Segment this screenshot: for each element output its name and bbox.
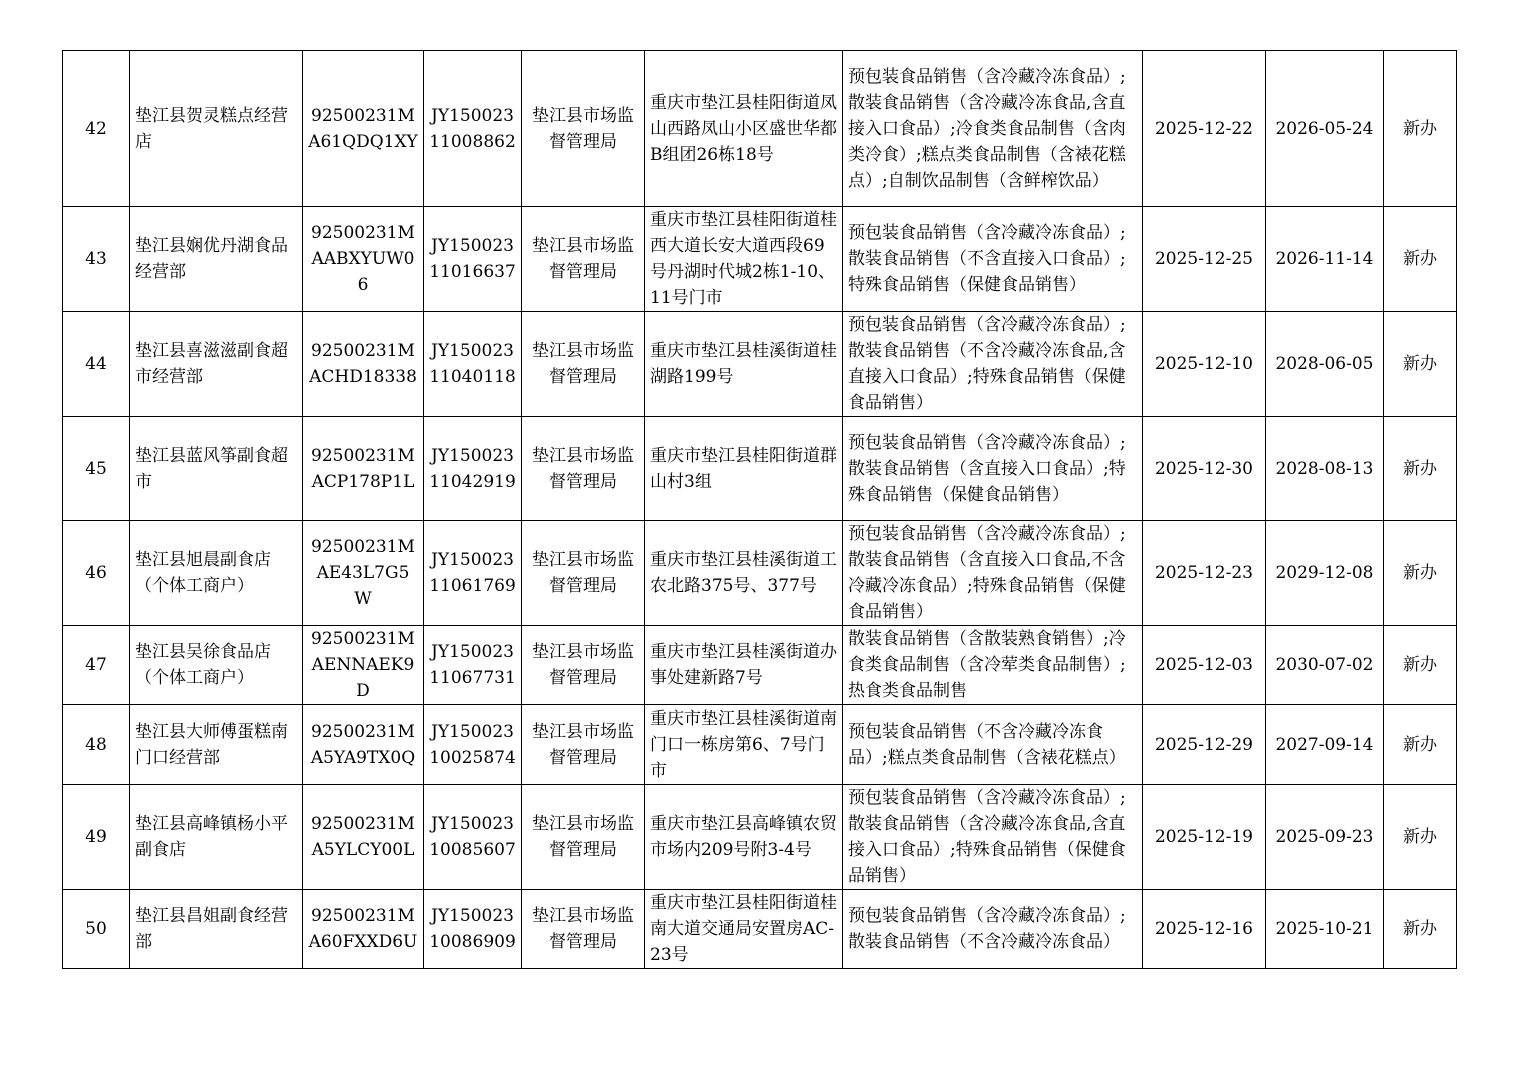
business-address-cell: 重庆市垫江县桂溪街道南门口一栋房第6、7号门市 xyxy=(645,705,843,785)
table-row xyxy=(63,785,1457,890)
row-number-cell: 43 xyxy=(63,207,130,312)
business-name-cell: 垫江县昌姐副食经营部 xyxy=(130,890,303,969)
issuing-authority-cell: 垫江县市场监督管理局 xyxy=(522,890,645,969)
row-number-cell: 49 xyxy=(63,785,130,890)
issue-date-cell: 2025-12-23 xyxy=(1143,521,1266,626)
credit-code-cell: 92500231MACP178P1L xyxy=(303,417,424,521)
table-row xyxy=(63,207,1457,312)
issue-date-cell: 2025-12-30 xyxy=(1143,417,1266,521)
expiry-date-cell: 2025-09-23 xyxy=(1266,785,1384,890)
credit-code-cell: 92500231MA60FXXD6U xyxy=(303,890,424,969)
license-number-cell: JY15002310085607 xyxy=(424,785,522,890)
business-scope-cell: 预包装食品销售（含冷藏冷冻食品）;散装食品销售（含冷藏冷冻食品,含直接入口食品）;冷食类食品制售（含肉类冷食）;糕点类食品制售（含裱花糕点）;自制饮品制售（含鲜榨饮品） xyxy=(843,51,1143,207)
issuing-authority-cell: 垫江县市场监督管理局 xyxy=(522,417,645,521)
credit-code-cell: 92500231MACHD18338 xyxy=(303,312,424,417)
license-table xyxy=(62,50,1457,969)
application-type-cell: 新办 xyxy=(1384,51,1457,207)
table-row xyxy=(63,312,1457,417)
issuing-authority-cell: 垫江县市场监督管理局 xyxy=(522,51,645,207)
issue-date-cell: 2025-12-19 xyxy=(1143,785,1266,890)
issue-date-cell: 2025-12-03 xyxy=(1143,626,1266,705)
business-address-cell: 重庆市垫江县桂阳街道桂南大道交通局安置房AC-23号 xyxy=(645,890,843,969)
application-type-cell: 新办 xyxy=(1384,705,1457,785)
business-scope-cell: 预包装食品销售（含冷藏冷冻食品）;散装食品销售（不含冷藏冷冻食品,含直接入口食品）;特殊食品销售（保健食品销售） xyxy=(843,312,1143,417)
business-address-cell: 重庆市垫江县桂溪街道工农北路375号、377号 xyxy=(645,521,843,626)
application-type-cell: 新办 xyxy=(1384,417,1457,521)
expiry-date-cell: 2026-05-24 xyxy=(1266,51,1384,207)
issuing-authority-cell: 垫江县市场监督管理局 xyxy=(522,207,645,312)
credit-code-cell: 92500231MA61QDQ1XY xyxy=(303,51,424,207)
table-row xyxy=(63,705,1457,785)
business-name-cell: 垫江县蓝风筝副食超市 xyxy=(130,417,303,521)
credit-code-cell: 92500231MAENNAEK9D xyxy=(303,626,424,705)
table-row xyxy=(63,626,1457,705)
application-type-cell: 新办 xyxy=(1384,207,1457,312)
license-number-cell: JY15002311061769 xyxy=(424,521,522,626)
application-type-cell: 新办 xyxy=(1384,521,1457,626)
business-scope-cell: 预包装食品销售（含冷藏冷冻食品）;散装食品销售（含冷藏冷冻食品,含直接入口食品）;特殊食品销售（保健食品销售） xyxy=(843,785,1143,890)
expiry-date-cell: 2027-09-14 xyxy=(1266,705,1384,785)
table-body xyxy=(63,51,1457,969)
issue-date-cell: 2025-12-22 xyxy=(1143,51,1266,207)
expiry-date-cell: 2030-07-02 xyxy=(1266,626,1384,705)
license-number-cell: JY15002310025874 xyxy=(424,705,522,785)
application-type-cell: 新办 xyxy=(1384,890,1457,969)
issuing-authority-cell: 垫江县市场监督管理局 xyxy=(522,521,645,626)
business-address-cell: 重庆市垫江县桂阳街道凤山西路凤山小区盛世华都B组团26栋18号 xyxy=(645,51,843,207)
business-scope-cell: 散装食品销售（含散装熟食销售）;冷食类食品制售（含冷荤类食品制售）;热食类食品制售 xyxy=(843,626,1143,705)
business-address-cell: 重庆市垫江县桂溪街道桂湖路199号 xyxy=(645,312,843,417)
expiry-date-cell: 2029-12-08 xyxy=(1266,521,1384,626)
row-number-cell: 44 xyxy=(63,312,130,417)
business-name-cell: 垫江县旭晨副食店（个体工商户） xyxy=(130,521,303,626)
table-row xyxy=(63,521,1457,626)
business-address-cell: 重庆市垫江县高峰镇农贸市场内209号附3-4号 xyxy=(645,785,843,890)
issue-date-cell: 2025-12-25 xyxy=(1143,207,1266,312)
issuing-authority-cell: 垫江县市场监督管理局 xyxy=(522,785,645,890)
application-type-cell: 新办 xyxy=(1384,626,1457,705)
business-address-cell: 重庆市垫江县桂阳街道群山村3组 xyxy=(645,417,843,521)
license-number-cell: JY15002311067731 xyxy=(424,626,522,705)
business-name-cell: 垫江县娴优丹湖食品经营部 xyxy=(130,207,303,312)
credit-code-cell: 92500231MAABXYUW06 xyxy=(303,207,424,312)
credit-code-cell: 92500231MA5YLCY00L xyxy=(303,785,424,890)
business-scope-cell: 预包装食品销售（含冷藏冷冻食品）;散装食品销售（含直接入口食品,不含冷藏冷冻食品）;特殊食品销售（保健食品销售） xyxy=(843,521,1143,626)
expiry-date-cell: 2025-10-21 xyxy=(1266,890,1384,969)
application-type-cell: 新办 xyxy=(1384,312,1457,417)
row-number-cell: 42 xyxy=(63,51,130,207)
credit-code-cell: 92500231MA5YA9TX0Q xyxy=(303,705,424,785)
row-number-cell: 46 xyxy=(63,521,130,626)
expiry-date-cell: 2026-11-14 xyxy=(1266,207,1384,312)
issue-date-cell: 2025-12-16 xyxy=(1143,890,1266,969)
business-scope-cell: 预包装食品销售（含冷藏冷冻食品）;散装食品销售（不含直接入口食品）;特殊食品销售（保健食品销售） xyxy=(843,207,1143,312)
business-name-cell: 垫江县大师傅蛋糕南门口经营部 xyxy=(130,705,303,785)
row-number-cell: 50 xyxy=(63,890,130,969)
table-row xyxy=(63,890,1457,969)
table-row xyxy=(63,51,1457,207)
license-number-cell: JY15002311008862 xyxy=(424,51,522,207)
business-scope-cell: 预包装食品销售（不含冷藏冷冻食品）;糕点类食品制售（含裱花糕点） xyxy=(843,705,1143,785)
business-name-cell: 垫江县高峰镇杨小平副食店 xyxy=(130,785,303,890)
license-number-cell: JY15002311016637 xyxy=(424,207,522,312)
license-number-cell: JY15002311042919 xyxy=(424,417,522,521)
expiry-date-cell: 2028-06-05 xyxy=(1266,312,1384,417)
issuing-authority-cell: 垫江县市场监督管理局 xyxy=(522,705,645,785)
license-number-cell: JY15002310086909 xyxy=(424,890,522,969)
row-number-cell: 48 xyxy=(63,705,130,785)
business-scope-cell: 预包装食品销售（含冷藏冷冻食品）;散装食品销售（不含冷藏冷冻食品） xyxy=(843,890,1143,969)
business-address-cell: 重庆市垫江县桂阳街道桂西大道长安大道西段69号丹湖时代城2栋1-10、11号门市 xyxy=(645,207,843,312)
application-type-cell: 新办 xyxy=(1384,785,1457,890)
expiry-date-cell: 2028-08-13 xyxy=(1266,417,1384,521)
business-name-cell: 垫江县吴徐食品店（个体工商户） xyxy=(130,626,303,705)
issue-date-cell: 2025-12-29 xyxy=(1143,705,1266,785)
business-name-cell: 垫江县贺灵糕点经营店 xyxy=(130,51,303,207)
issuing-authority-cell: 垫江县市场监督管理局 xyxy=(522,626,645,705)
business-scope-cell: 预包装食品销售（含冷藏冷冻食品）;散装食品销售（含直接入口食品）;特殊食品销售（保健食品销售） xyxy=(843,417,1143,521)
business-name-cell: 垫江县喜滋滋副食超市经营部 xyxy=(130,312,303,417)
license-number-cell: JY15002311040118 xyxy=(424,312,522,417)
issue-date-cell: 2025-12-10 xyxy=(1143,312,1266,417)
row-number-cell: 45 xyxy=(63,417,130,521)
credit-code-cell: 92500231MAE43L7G5W xyxy=(303,521,424,626)
table-row xyxy=(63,417,1457,521)
business-address-cell: 重庆市垫江县桂溪街道办事处建新路7号 xyxy=(645,626,843,705)
issuing-authority-cell: 垫江县市场监督管理局 xyxy=(522,312,645,417)
row-number-cell: 47 xyxy=(63,626,130,705)
